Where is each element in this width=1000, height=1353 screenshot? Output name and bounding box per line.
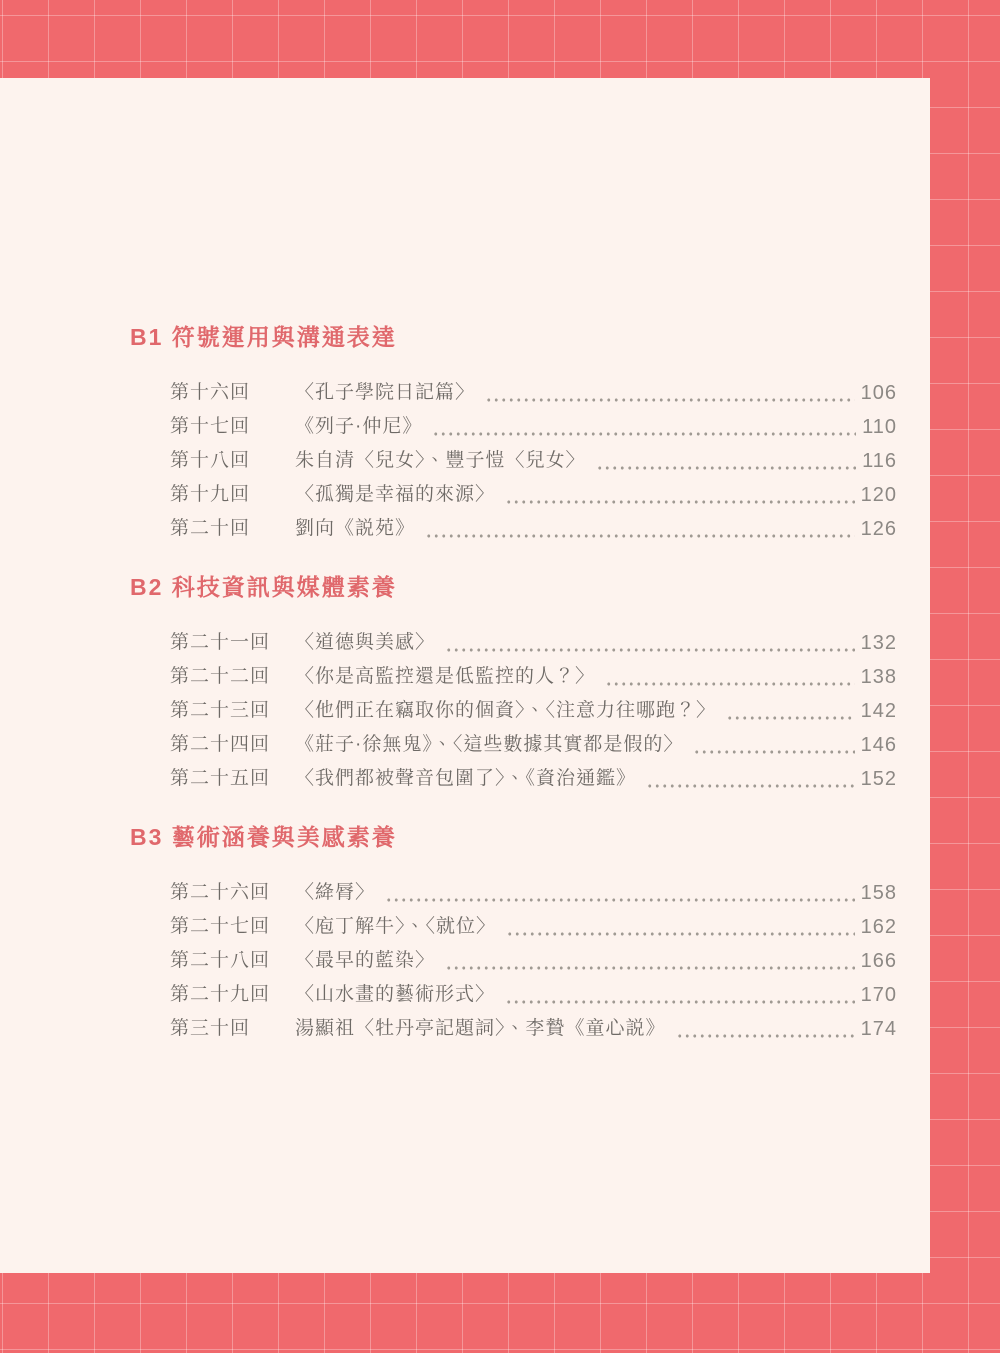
dot-leader [425,512,855,546]
dot-leader [646,762,855,796]
page-number: 142 [860,700,897,722]
page-number: 126 [860,518,897,540]
entry-title: 〈庖丁解牛〉、〈就位〉 [295,916,497,937]
toc-entry [130,410,897,444]
toc-section [130,822,897,1046]
entry-title: 湯顯祖〈牡丹亭記題詞〉、李贄《童心説》 [295,1018,666,1039]
entry-title: 〈你是高監控還是低監控的人？〉 [295,666,596,687]
toc-entry [130,626,897,660]
chapter-label: 第十六回 [170,382,251,403]
toc-list [130,626,897,796]
toc-entry [130,944,897,978]
page-number: 106 [860,382,897,404]
chapter-label: 第二十三回 [170,700,271,721]
page-number: 174 [860,1018,897,1040]
page-number: 138 [860,666,897,688]
dot-leader [693,728,854,762]
dot-leader [505,478,855,512]
toc-list [130,376,897,546]
dot-leader [432,410,856,444]
entry-title: 〈山水畫的藝術形式〉 [295,984,496,1005]
dot-leader [676,1012,855,1046]
entry-title: 〈我們都被聲音包圍了〉、《資治通鑑》 [295,768,637,789]
toc-entry [130,910,897,944]
section-heading: B2 科技資訊與媒體素養 [130,574,397,600]
entry-title: 劉向《説苑》 [295,518,416,539]
chapter-label: 第二十九回 [170,984,271,1005]
chapter-label: 第十九回 [170,484,251,505]
table-of-contents [0,78,930,1046]
toc-list [130,876,897,1046]
chapter-label: 第二十七回 [170,916,271,937]
dot-leader [445,626,855,660]
page-number: 132 [860,632,897,654]
page-number: 110 [862,416,897,438]
section-heading: B1 符號運用與溝通表達 [130,324,397,350]
entry-title: 《莊子·徐無鬼》、〈這些數據其實都是假的〉 [295,734,684,755]
dot-leader [445,944,855,978]
page-number: 120 [860,484,897,506]
chapter-label: 第二十六回 [170,882,271,903]
dot-leader [506,910,855,944]
entry-title: 〈孔子學院日記篇〉 [295,382,476,403]
toc-entry [130,978,897,1012]
toc-entry [130,728,897,762]
chapter-label: 第二十八回 [170,950,271,971]
chapter-label: 第二十五回 [170,768,271,789]
section-heading: B3 藝術涵養與美感素養 [130,824,397,850]
toc-entry [130,444,897,478]
toc-entry [130,694,897,728]
toc-section [130,322,897,546]
page-number: 166 [860,950,897,972]
dot-leader [485,376,855,410]
dot-leader [605,660,855,694]
chapter-label: 第二十二回 [170,666,271,687]
toc-section [130,572,897,796]
chapter-label: 第二十四回 [170,734,271,755]
entry-title: 〈孤獨是幸福的來源〉 [295,484,496,505]
page-number: 116 [862,450,897,472]
chapter-label: 第十八回 [170,450,251,471]
toc-entry [130,876,897,910]
chapter-label: 第三十回 [170,1018,251,1039]
entry-title: 〈道德與美感〉 [295,632,436,653]
content-panel [0,78,930,1273]
toc-entry [130,478,897,512]
page-number: 152 [860,768,897,790]
dot-leader [385,876,855,910]
entry-title: 〈絳脣〉 [295,882,376,903]
dot-leader [505,978,855,1012]
page-number: 158 [860,882,897,904]
page-number: 170 [860,984,897,1006]
toc-entry [130,376,897,410]
chapter-label: 第二十回 [170,518,251,539]
chapter-label: 第十七回 [170,416,251,437]
entry-title: 《列子·仲尼》 [295,416,423,437]
entry-title: 〈他們正在竊取你的個資〉、〈注意力往哪跑？〉 [295,700,717,721]
toc-entry [130,512,897,546]
page-number: 146 [860,734,897,756]
toc-entry [130,1012,897,1046]
chapter-label: 第二十一回 [170,632,271,653]
page-number: 162 [860,916,897,938]
entry-title: 〈最早的藍染〉 [295,950,436,971]
entry-title: 朱自清〈兒女〉、豐子愷〈兒女〉 [295,450,586,471]
toc-entry [130,762,897,796]
toc-entry [130,660,897,694]
dot-leader [596,444,857,478]
dot-leader [726,694,855,728]
